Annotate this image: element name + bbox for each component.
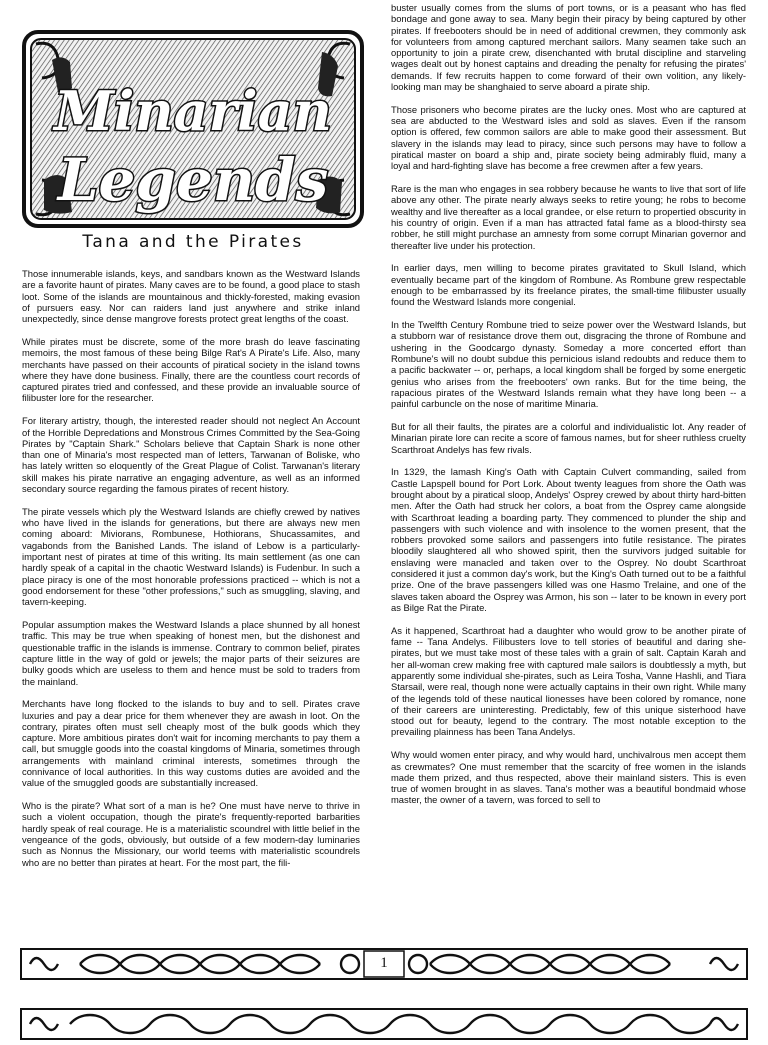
paragraph: Rare is the man who engages in sea robbery because he wants to live that sort of life above any other. The pirate nearly always seeks to retire young; he robs to become wealthy and live thereafter as a local grandee, or else return to propertied obscurity in his country of origin. Even if a man has attracted fatal fame as a blood-thirsty sea robber, he still might purchase an amnesty from some corrupt Minarian governor and thereafter live under his protection. bbox=[391, 183, 746, 251]
paragraph: Those prisoners who become pirates are the lucky ones. Most who are captured at sea are abducted to the Westward isles and sold as slaves. Even if the ransom option is offered, few common sailors are able to make good their assessment. But slavery in the islands may lead to piracy, since such persons may have to follow a piratical master on board a ship and, pirate society being admirably fluid, many a loyal and hard-fighting slave has become a free crewmen after a few years. bbox=[391, 103, 746, 172]
paragraph: But for all their faults, the pirates are a colorful and individualistic lot. Any reader of Minarian pirate lore can recite a score of famous names, but for sheer ruthless cruelty Scarthroat Andelys has few rivals. bbox=[391, 421, 746, 455]
paragraph: buster usually comes from the slums of port towns, or is a peasant who has fled bondage and gone away to sea. Many begin their piracy by being captured by other pirates. If freebooters should be in need of additional crewmen, they commonly ask for volunteers from among captured merchant sailors. Many seamen take such an opportunity to join a pirate crew, disenchanted with brutal discipline and starveling wages dealt out by honest captains and dreading the penalty for refusing the pirates' demands. If few recruits happen to come forward of their own volition, any likely-looking man may be shanghaied to serve aboard a pirate ship. bbox=[391, 2, 746, 93]
paragraph: For literary artistry, though, the interested reader should not neglect An Account of the Horrible Depredations and Monstrous Crimes Committed by the Sea-Going Pirates by "Captain Shark." Scholars believe that Captain Shark is none other than one of Minaria's most respected man of letters, Tarwanan of Boliske, who has lately written so eloquently of the Great Plague of Colist. Tarwanan's literary skill makes his pirate narrative an engaging adventure, as well as an informed secondary source regarding the famous pirates of recent history. bbox=[22, 415, 360, 495]
paragraph: The pirate vessels which ply the Westward Islands are chiefly crewed by natives who have lived in the islands for generations, but there are always new men coming aboard: Miviorans, Rombunese, Hothiorans, Shucassamites, and vagabonds from the Banished Lands. The island of Lebow is a particularly-important nest of pirates at time of this writing. Its main settlement (as one can hardly speak of a capital in the chaotic Westward Islands) is Fudenbur. In such a place piracy is one of the most honorable professions practiced -- which is not a good endorsement for these "other professions," such as smuggling, slaving, and tavern-keeping. bbox=[22, 505, 360, 608]
page-number: 1 bbox=[380, 955, 388, 971]
bottom-ornament-band bbox=[20, 1008, 748, 1040]
paragraph: In earlier days, men willing to become pirates gravitated to Skull Island, which eventually became part of the kingdom of Rombune. As Rombune grew respectable enough to be embarrassed by its freelance pirates, the small-time filibuster usually found the Westward Islands more congenial. bbox=[391, 262, 746, 308]
paragraph: As it happened, Scarthroat had a daughter who would grow to be another pirate of fame -- Tana Andelys. Filibusters love to tell stories of beautiful and daring she-pirates, but we must take most of these tales with a grain of salt. Captain Karah and her all-woman crew making free with captured male sailors is doubtlessly a myth, but apparently some individual she-pirates, such as Leira Tosha, Vanne Hashli, and Tiara Starsail, were real, though none were actually captains in their own right. While many of the legends told of these nautical lionesses have been colored by romance, none of their careers are uninteresting. Predictably, few of this unique sisterhood have stood out for beauty, legend to the contrary. The most notable exception to the prevailing plainness has been Tana Andelys. bbox=[391, 624, 746, 738]
paragraph: Why would women enter piracy, and why would hard, unchivalrous men accept them as crewmates? One must remember that the scarcity of free women in the islands made them prized, and thus respected, above their mainland sisters. This is even true of women brought in as slaves. Tana's mother was a beautiful bondmaid whose master, the owner of a tavern, was forced to sell to bbox=[391, 749, 746, 806]
paragraph: Those innumerable islands, keys, and sandbars known as the Westward Islands are a favorite haunt of pirates. Many caves are to be found, a good place to stash loot. Some of the islands are mountainous and thickly-forested, making evasion of pursuers easy. Nor can raiders land just anywhere and strike inland unexpectedly, since dense mangrove forests protect great lengths of the coast. bbox=[22, 268, 360, 325]
minarian-legends-logo bbox=[22, 30, 364, 228]
left-column bbox=[22, 268, 360, 879]
paragraph: Merchants have long flocked to the islands to buy and to sell. Pirates crave luxuries and pay a dear price for them whenever they are awash in loot. On the contrary, pirates often must sell cheaply most of the bulk goods which they capture. More ambitious pirates don't wait for incoming merchants to pay them a call, but smuggle goods into the coastal kingdoms of Minaria, sometimes through arrangements with mainland criminal interests, sometimes through the connivance of local authorities. In this way customs duties are avoided and the value of the smuggled goods are substantially increased. bbox=[22, 698, 360, 789]
right-column bbox=[391, 2, 746, 817]
article-title: Tana and the Pirates bbox=[82, 232, 304, 252]
logo-line-1: Minarian bbox=[54, 79, 332, 143]
logo-line-2: Legends bbox=[57, 146, 329, 214]
paragraph: While pirates must be discrete, some of the more brash do leave fascinating memoirs, the most famous of these being Bilge Rat's A Pirate's Life. Also, many merchants have passed on their accounts of piratical society in the island towns where they have done business. Finally, there are the countless court records of captured pirates tried and confessed, and these provide an invaluable source of filibuster lore for the researcher. bbox=[22, 335, 360, 404]
paragraph: In 1329, the lamash King's Oath with Captain Culvert commanding, sailed from Castle Lapspell bound for Port Lork. About twenty leagues from shore the Oath was brought about by a piratical sloop, Andelys' Osprey crewed by about thirty hard-bitten men. After the Oath had struck her colors, a boat from the Osprey came alongside with Scarthroat leading a boarding party. They commenced to plunder the ship and passengers with such violence and with insolence to the women present, that the robbers provoked some sailors and passengers into futile resistance. The pirates bloodily slaughtered all who showed spirit, then the survivors judged suitable for enslaving were manacled and taken over to the Osprey. No doubt Scarthroat considered it just a common day's work, but the King's Oath turned out to be a faithful prize. One of the brave passengers killed was one Hasmo Trelaine, and one of the slaves taken aboard the Osprey was Armon, his son -- later to be known in every port as Bilge Rat the Pirate. bbox=[391, 466, 746, 613]
paragraph: In the Twelfth Century Rombune tried to seize power over the Westward Islands, but a stubborn war of resistance drove them out, disgracing the throne of Rombune and ushering in the Goodcargo dynasty. Someday a more concerted effort than Rombune's will no doubt subdue this pernicious island redoubts and reduce them to a pacific backwater -- or, perhaps, a local kingdom shall be forged by some energetic genius who arises from the freebooters' own ranks. But for the time being, the rapacious pirates of the Westward Islands remain what they have long been -- a painful carbuncle on the nose of maritime Minaria. bbox=[391, 319, 746, 410]
paragraph: Who is the pirate? What sort of a man is he? One must have nerve to thrive in such a violent occupation, though the pirate's frequently-reported barbarities hardly speak of real courage. He is a materialistic scoundrel with little belief in the vengeance of the gods, obviously, but outside of a few modern-day luminaries such as Nonnus the Missionary, our world teems with materialistic scoundrels who are no better than pirates at heart. For the most part, the fili- bbox=[22, 800, 360, 868]
paragraph: Popular assumption makes the Westward Islands a place shunned by all honest traffic. This may be true when speaking of honest men, but the dishonest and questionable traffic in the islands is immense. Contrary to common belief, pirates capture little in the way of gold or jewels; the major parts of their seizures are bulky goods which are useless to them and hence must be sold to traders from the mainland. bbox=[22, 619, 360, 687]
